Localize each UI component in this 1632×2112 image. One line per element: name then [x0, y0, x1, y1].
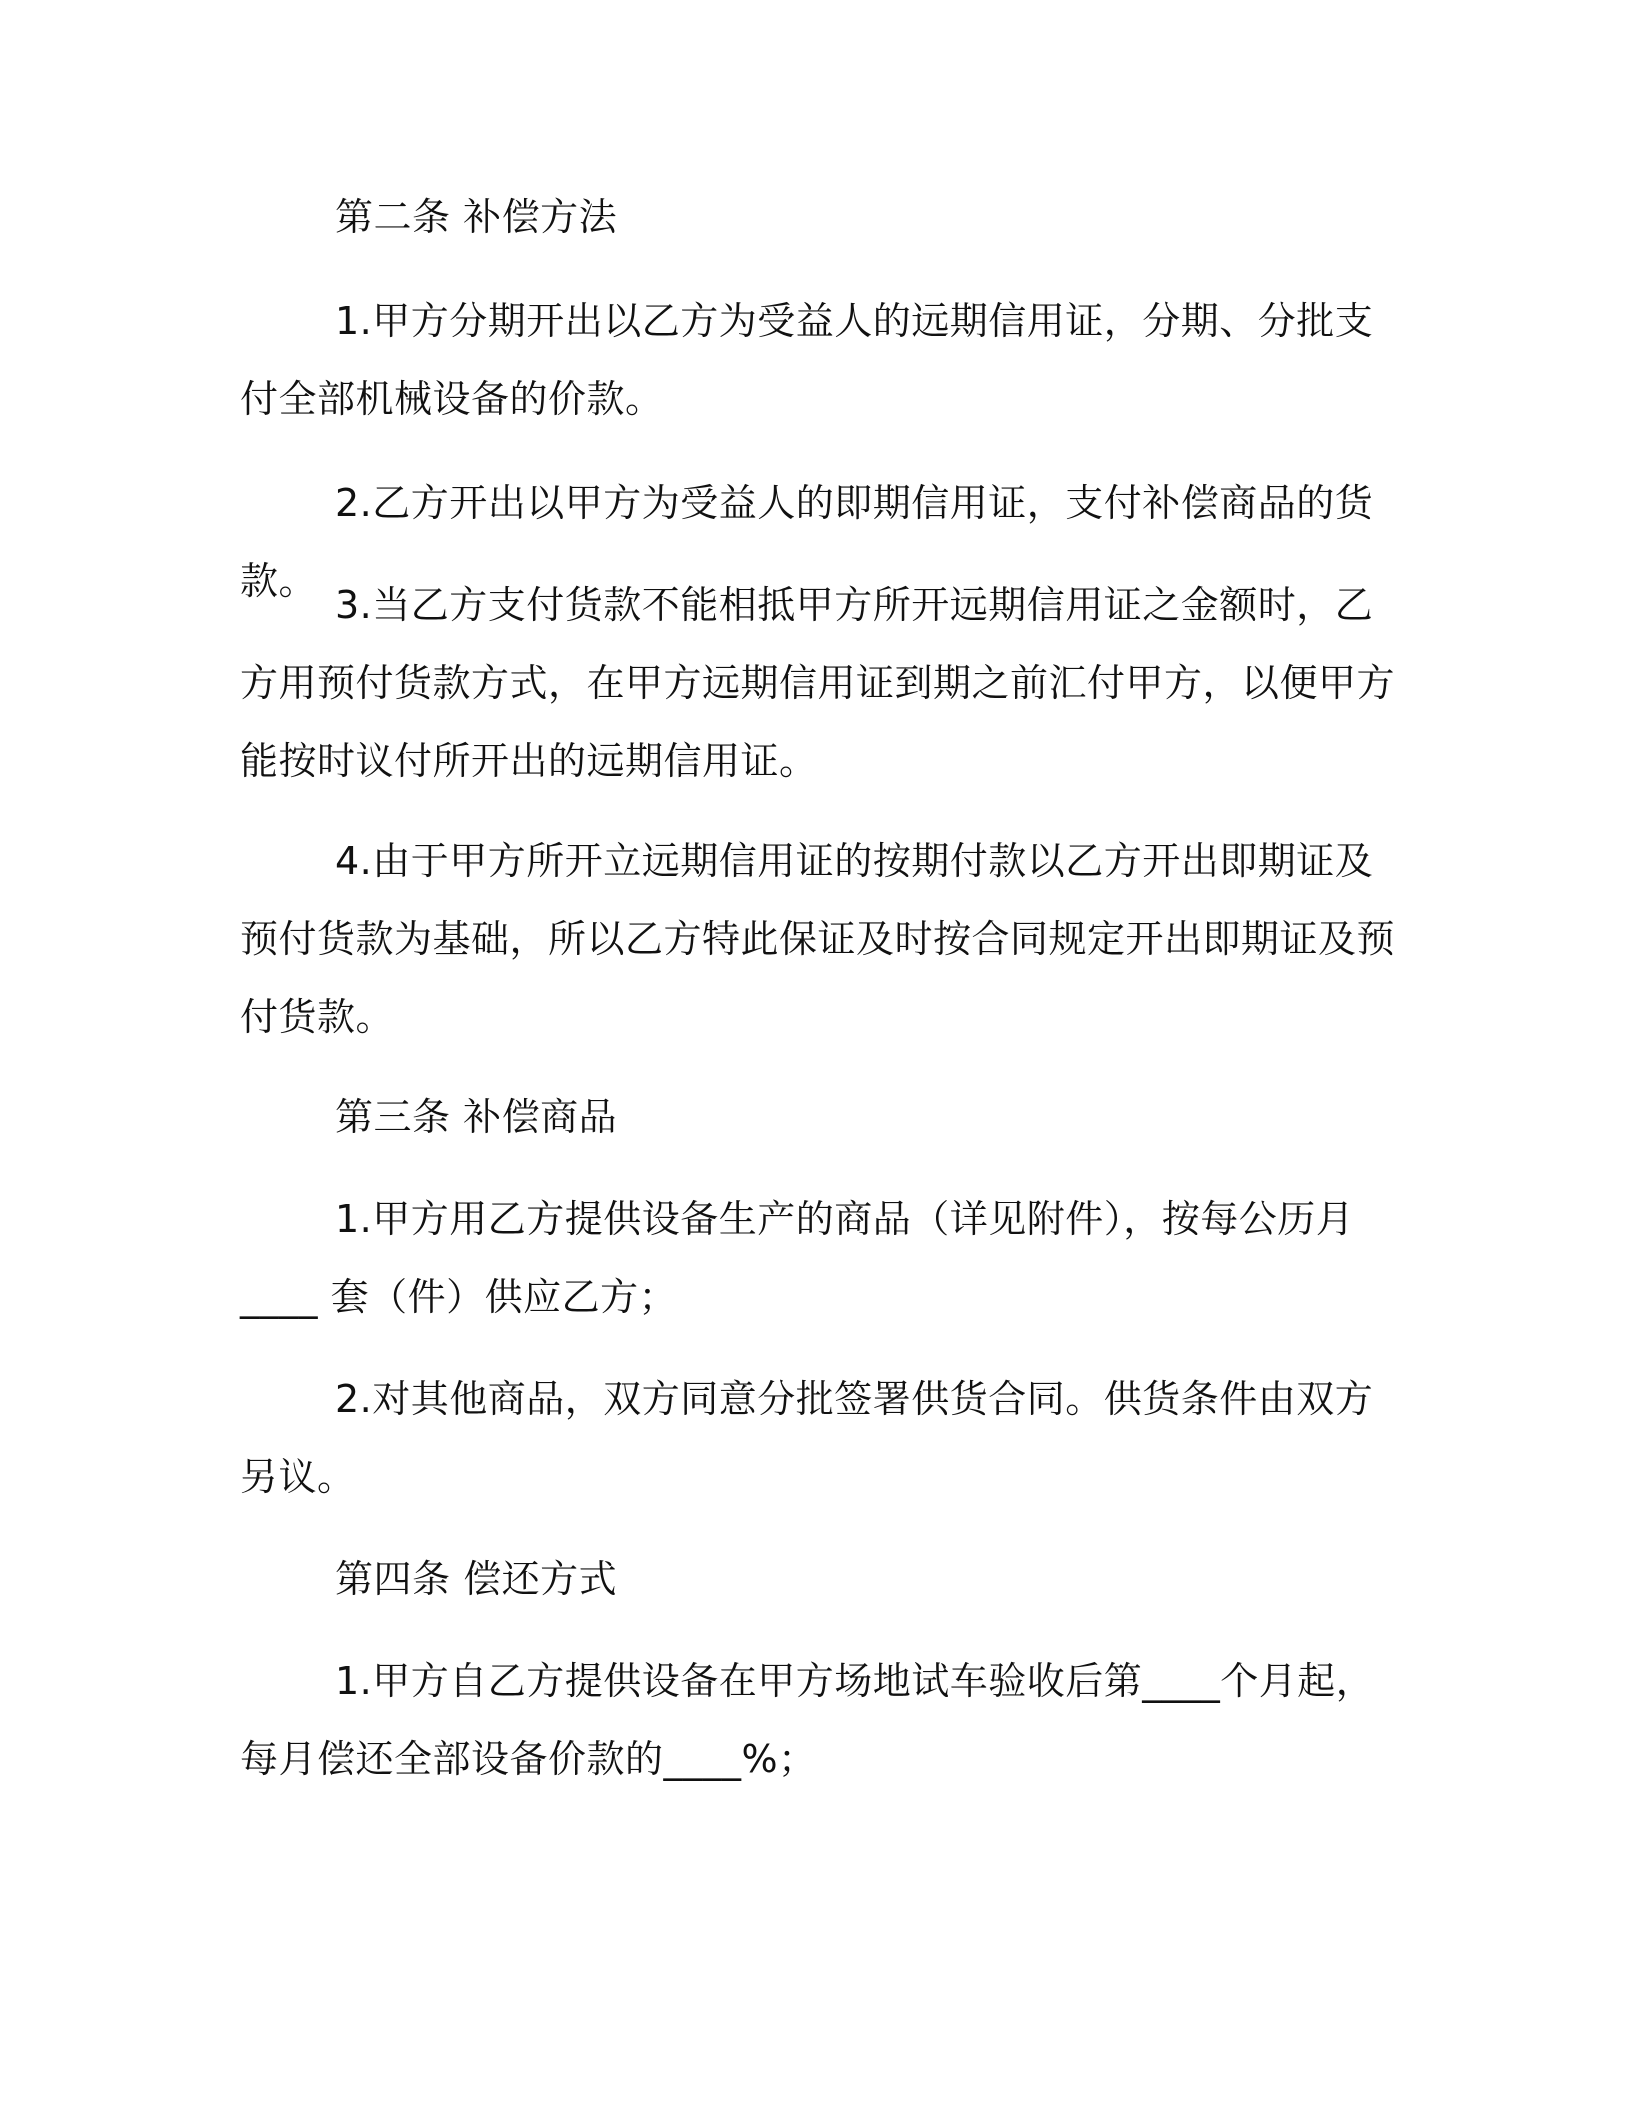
clause-4-1: 1.甲方自乙方提供设备在甲方场地试车验收后第____个月起，每月偿还全部设备价款的____%； [240, 1659, 1375, 1781]
section-heading-3: 第三条 补偿商品 [335, 1095, 618, 1139]
clause-2-1: 1.甲方分期开出以乙方为受益人的远期信用证，分期、分批支付全部机械设备的价款。 [240, 299, 1374, 421]
clause-3-1: 1.甲方用乙方提供设备生产的商品（详见附件），按每公历月____ 套（件）供应乙方； [240, 1197, 1355, 1319]
section-heading-4: 第四条 偿还方式 [335, 1557, 618, 1601]
clause-2-3: 3.当乙方支付货款不能相抵甲方所开远期信用证之金额时，乙方用预付货款方式，在甲方远期信用证到期之前汇付甲方，以便甲方能按时议付所开出的远期信用证。 [240, 583, 1396, 783]
clause-2-2: 2.乙方开出以甲方为受益人的即期信用证，支付补偿商品的货款。 [240, 481, 1374, 603]
clause-3-2: 2.对其他商品，双方同意分批签署供货合同。供货条件由双方另议。 [240, 1377, 1374, 1499]
section-heading-2: 第二条 补偿方法 [335, 195, 618, 239]
clause-2-4: 4.由于甲方所开立远期信用证的按期付款以乙方开出即期证及预付货款为基础，所以乙方特此保证及时按合同规定开出即期证及预付货款。 [240, 839, 1396, 1039]
